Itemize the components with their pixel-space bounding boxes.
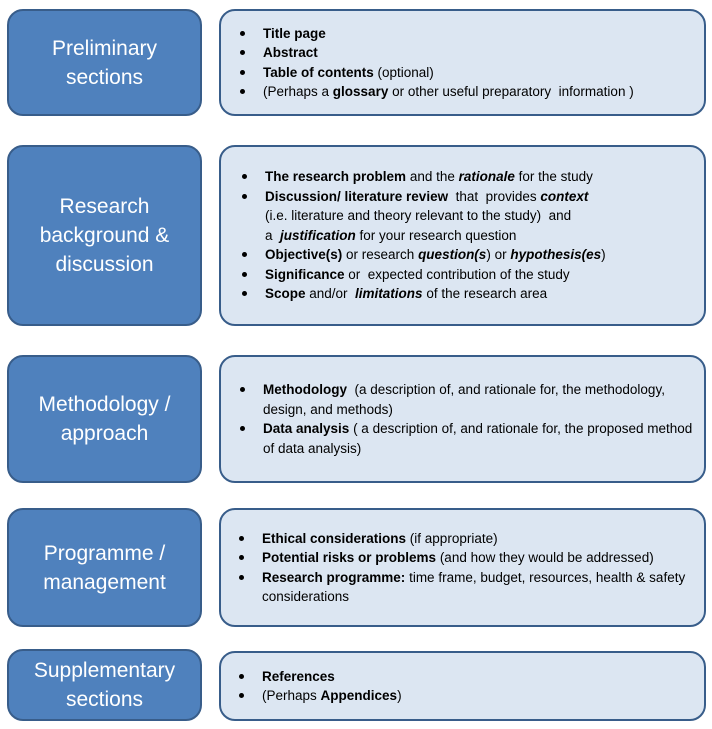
section-content-programme xyxy=(219,508,706,627)
list-item-text: hypothesis(es xyxy=(510,247,602,263)
bullet-list xyxy=(221,667,704,706)
list-item-text: Significance xyxy=(265,266,345,282)
section-heading-line: Programme / xyxy=(43,541,166,565)
section-heading-research-background xyxy=(7,145,202,326)
section-content-preliminary xyxy=(219,9,706,116)
list-item xyxy=(236,529,694,549)
list-item-text: for your research question xyxy=(355,227,517,243)
list-item-text: limitations xyxy=(355,286,423,302)
list-item-text: ) xyxy=(601,247,606,263)
list-item xyxy=(239,187,694,246)
list-item-text: glossary xyxy=(332,84,389,99)
list-item xyxy=(237,380,694,419)
list-item xyxy=(239,245,694,265)
list-item-text: Discussion/ literature review xyxy=(265,188,449,204)
list-item xyxy=(236,667,694,687)
section-heading-line: background & xyxy=(39,224,170,247)
bullet-list xyxy=(221,24,704,102)
list-item-text: Research programme: xyxy=(262,569,406,585)
list-item-text: rationale xyxy=(458,169,515,185)
section-heading-line: Research xyxy=(59,195,150,218)
section-heading-line: Methodology / xyxy=(38,393,171,416)
list-item-text: question(s xyxy=(418,247,487,263)
list-item xyxy=(239,284,694,304)
section-content-research-background xyxy=(219,145,706,326)
list-item-text: Methodology xyxy=(263,382,347,397)
section-heading-line: Supplementary xyxy=(33,659,176,682)
list-item-text: (optional) xyxy=(373,64,434,80)
list-item xyxy=(236,686,694,706)
list-item xyxy=(239,167,694,187)
list-item-text: or expected contribution of the study xyxy=(344,266,570,282)
section-content-methodology xyxy=(219,355,706,483)
list-item-text: ( a description of, and rationale for, the proposed method of data analysis) xyxy=(263,421,693,456)
list-item-text: Potential risks or problems xyxy=(262,550,437,565)
list-item-text: Scope xyxy=(265,286,306,302)
list-item-text: and the xyxy=(406,169,459,185)
list-item-text: Objective(s) xyxy=(265,247,343,263)
section-heading-supplementary xyxy=(7,649,202,721)
list-item-text: Table of contents xyxy=(263,64,374,80)
bullet-list xyxy=(221,380,704,458)
list-item-text: (a description of, and rationale for, the methodology, design, and methods) xyxy=(263,382,665,417)
list-item-text: (if appropriate) xyxy=(406,530,498,546)
bullet-list xyxy=(221,529,704,607)
section-heading-line: approach xyxy=(60,422,149,445)
list-item-text: (Perhaps xyxy=(262,688,321,703)
list-item-text: of the research area xyxy=(422,286,548,302)
list-item-text: that provides xyxy=(448,188,541,204)
list-item-text: The research problem xyxy=(265,169,407,185)
section-heading-preliminary xyxy=(7,9,202,116)
list-item-text: Data analysis xyxy=(263,421,350,436)
list-item-text: or other useful preparatory information ) xyxy=(388,84,634,99)
list-item-text: justification xyxy=(280,227,356,243)
list-item-text: References xyxy=(262,668,335,684)
list-item-text: context xyxy=(540,188,589,204)
section-heading-programme xyxy=(7,508,202,627)
list-item-text: time frame, budget, resources, health & safety considerations xyxy=(262,569,686,604)
list-item-text: ) xyxy=(397,688,402,703)
section-heading-line: sections xyxy=(65,688,144,711)
bullet-list xyxy=(221,167,704,304)
list-item-text: (Perhaps a xyxy=(263,84,333,99)
list-item-text: Title page xyxy=(263,25,326,41)
list-item-text: Ethical considerations xyxy=(262,530,407,546)
list-item xyxy=(237,43,694,63)
list-item xyxy=(236,548,694,568)
list-item-text: (i.e. literature and theory relevant to the study) and a xyxy=(265,208,572,243)
list-item xyxy=(239,265,694,285)
list-item-text: (and how they would be addressed) xyxy=(436,550,654,565)
list-item-text: ) or xyxy=(486,247,511,263)
section-content-supplementary xyxy=(219,651,706,721)
list-item-text: for the study xyxy=(514,169,593,185)
section-heading-methodology xyxy=(7,355,202,483)
list-item xyxy=(237,63,694,83)
section-heading-line: management xyxy=(43,570,166,594)
list-item-text: Abstract xyxy=(263,45,318,60)
list-item-text: or research xyxy=(342,247,419,263)
section-heading-line: discussion xyxy=(55,253,154,276)
list-item xyxy=(236,568,694,607)
list-item-text: and/or xyxy=(305,286,356,302)
section-heading-line: Preliminary xyxy=(51,36,158,60)
section-heading-line: sections xyxy=(65,65,144,89)
list-item xyxy=(237,82,694,102)
list-item-text: Appendices xyxy=(320,688,398,703)
list-item xyxy=(237,24,694,44)
list-item xyxy=(237,419,694,458)
